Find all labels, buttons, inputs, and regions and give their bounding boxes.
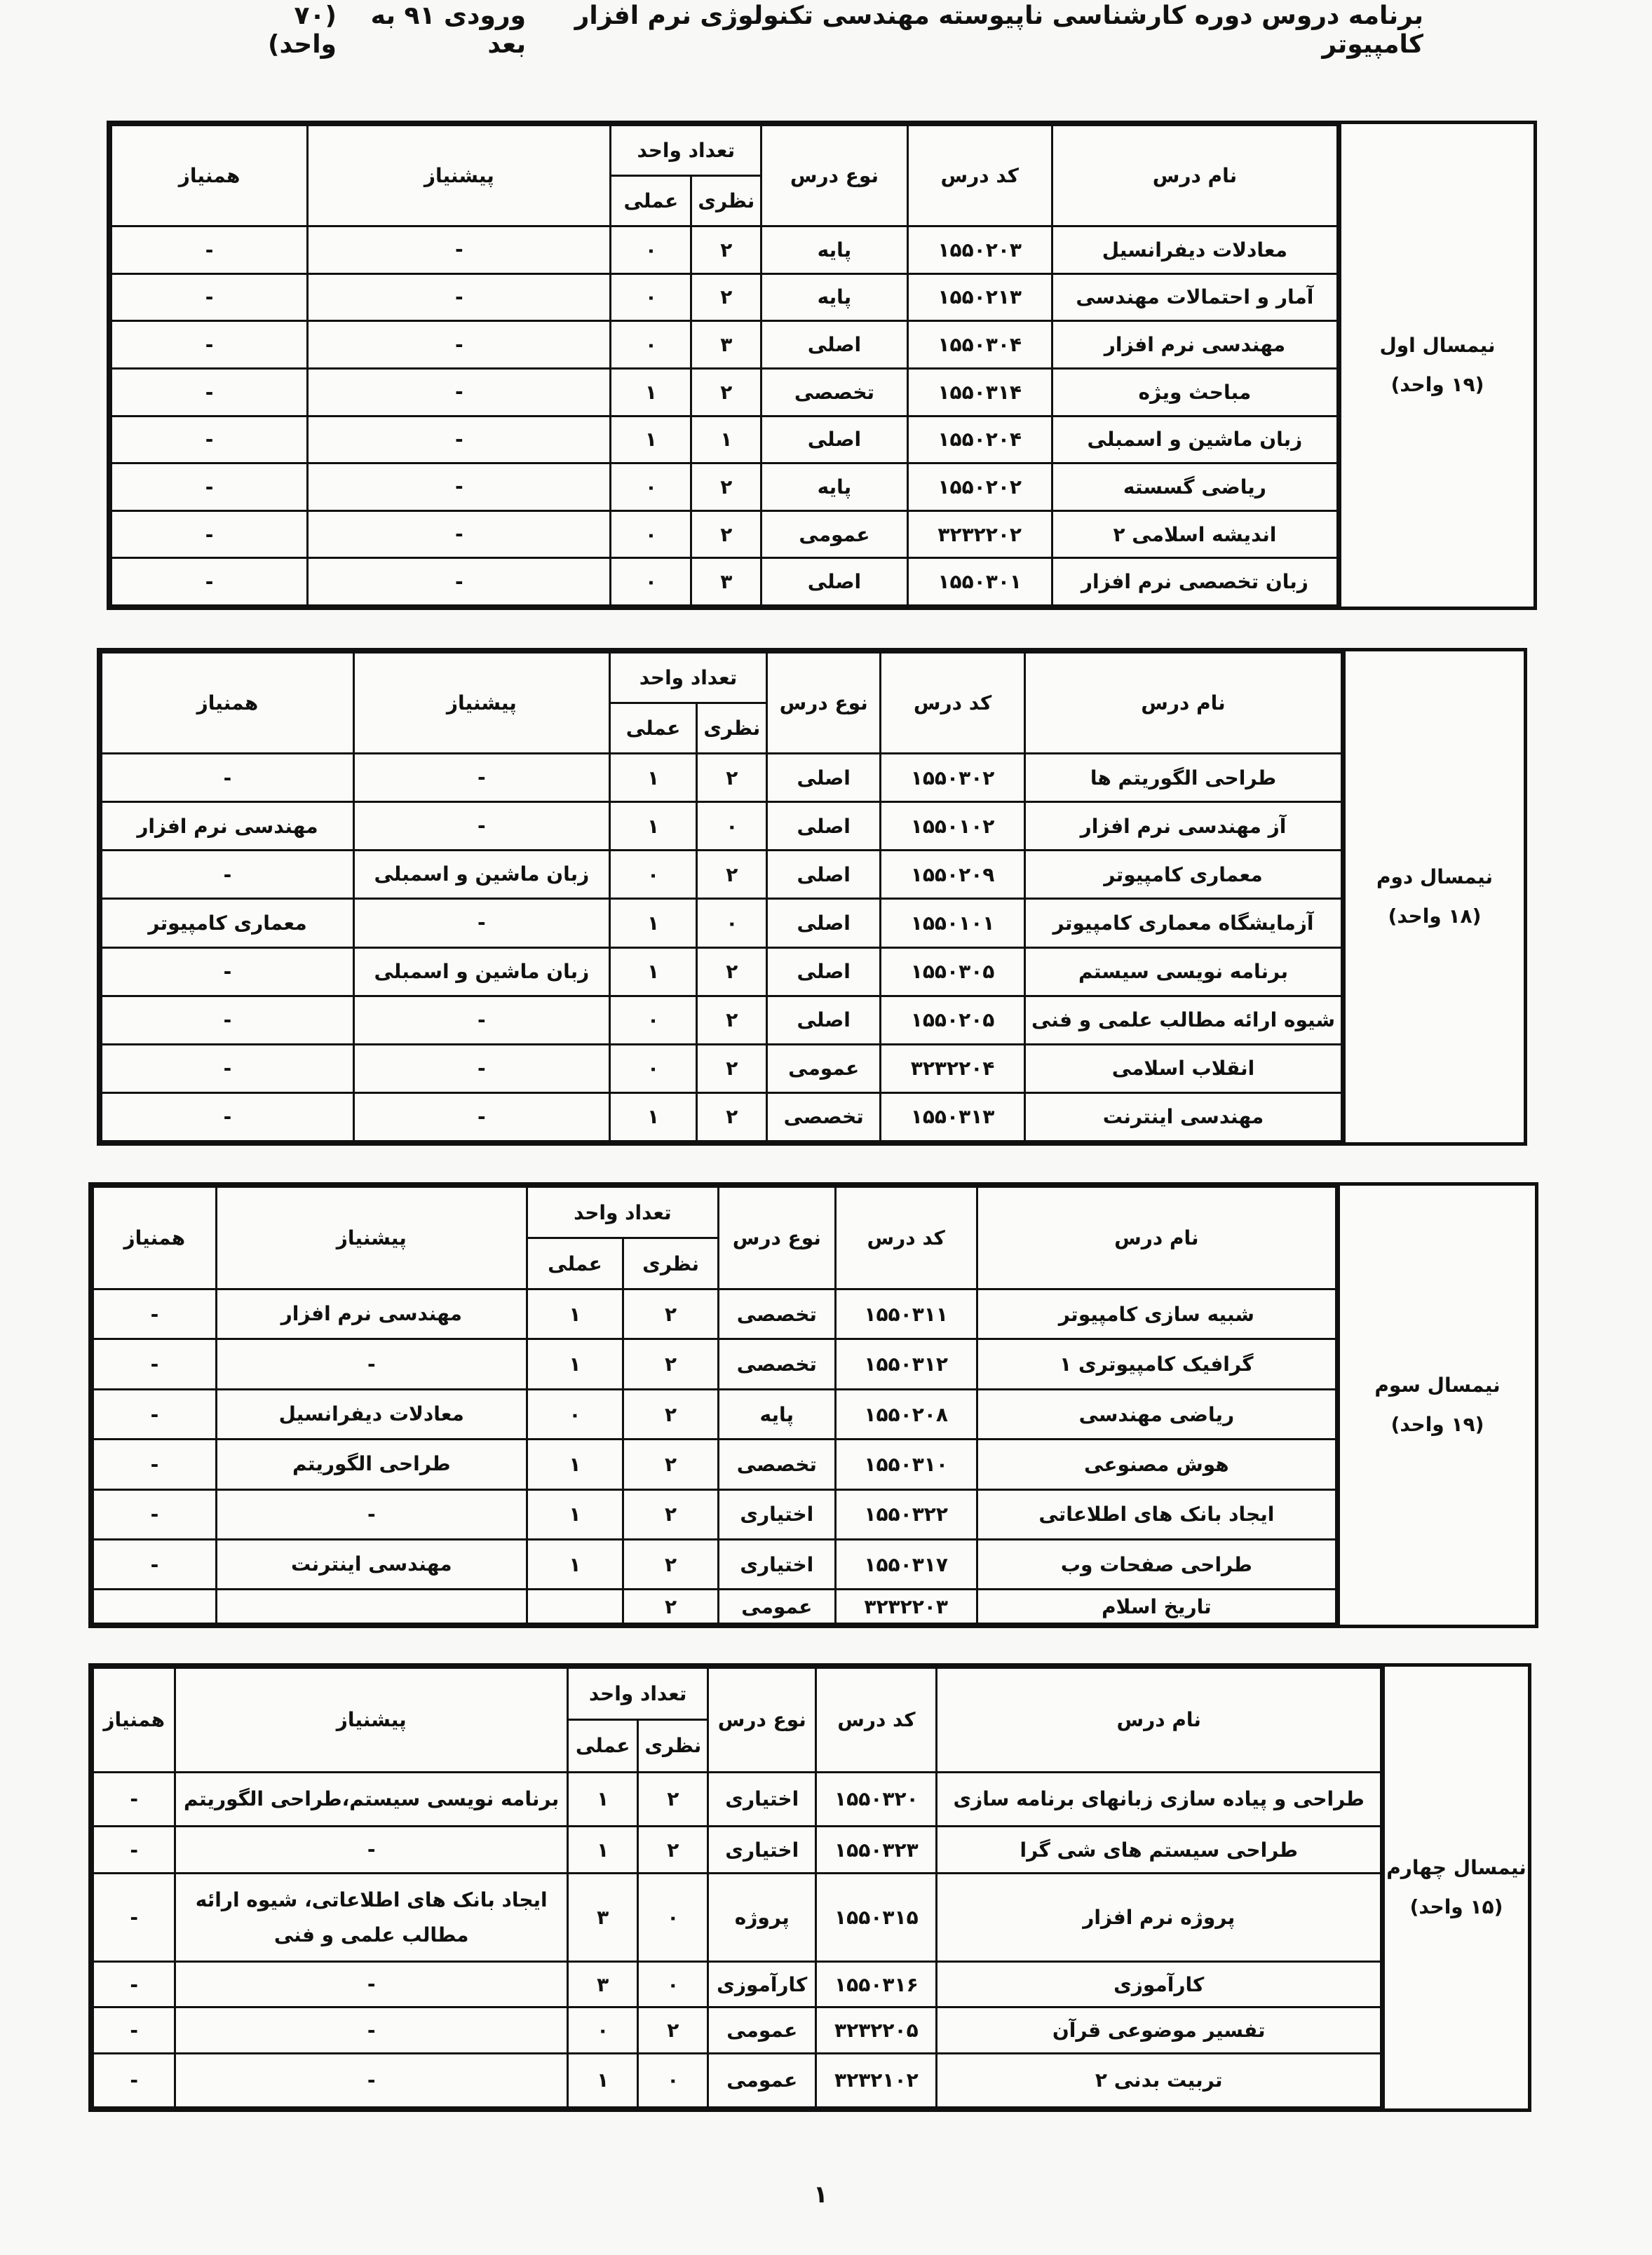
corequisite: - xyxy=(111,510,308,558)
practical-units: ۰ xyxy=(611,273,691,321)
course-code: ۱۵۵۰۲۰۳ xyxy=(907,226,1052,274)
course-code: ۱۵۵۰۳۲۲ xyxy=(835,1489,977,1539)
course-type: اصلی xyxy=(767,947,881,996)
prerequisite: - xyxy=(308,368,611,416)
course-code: ۱۵۵۰۲۰۵ xyxy=(881,996,1025,1044)
prerequisite: - xyxy=(308,558,611,606)
theory-units: ۰ xyxy=(697,802,767,851)
table-row xyxy=(93,1440,1336,1489)
prerequisite: طراحی الگوریتم xyxy=(216,1440,527,1489)
table-row xyxy=(93,1874,1381,1962)
theory-units: ۲ xyxy=(691,226,761,274)
course-code: ۳۲۳۲۲۰۳ xyxy=(835,1590,977,1624)
practical-units: ۱ xyxy=(568,1772,638,1826)
theory-units: ۲ xyxy=(623,1389,719,1439)
corequisite: - xyxy=(93,1962,175,2007)
course-type: اصلی xyxy=(761,558,907,606)
header-prerequisite: پیشنیاز xyxy=(353,653,609,754)
theory-units: ۰ xyxy=(638,2053,708,2107)
page-title xyxy=(224,1,1423,59)
theory-units: ۲ xyxy=(623,1289,719,1339)
semester-table xyxy=(97,648,1527,1146)
course-table xyxy=(110,124,1339,607)
practical-units: ۱ xyxy=(568,1826,638,1873)
semester-units: (۱۵ واحد) xyxy=(1409,1895,1503,1918)
corequisite: - xyxy=(111,321,308,369)
course-type: پایه xyxy=(761,226,907,274)
corequisite: - xyxy=(111,273,308,321)
theory-units: ۲ xyxy=(691,368,761,416)
prerequisite: معادلات دیفرانسیل xyxy=(216,1389,527,1439)
table-row xyxy=(102,1044,1342,1092)
course-name: کارآموزی xyxy=(937,1962,1381,2007)
header-course-name: نام درس xyxy=(977,1187,1336,1289)
corequisite: - xyxy=(102,996,354,1044)
prerequisite: زبان ماشین و اسمبلی xyxy=(353,851,609,899)
practical-units: ۱ xyxy=(609,754,697,802)
course-code: ۱۵۵۰۳۲۰ xyxy=(816,1772,937,1826)
prerequisite: - xyxy=(175,1962,568,2007)
course-name: ریاضی مهندسی xyxy=(977,1389,1336,1439)
course-type: تخصصی xyxy=(718,1339,835,1389)
header-prerequisite: پیشنیاز xyxy=(175,1668,568,1773)
prerequisite: - xyxy=(353,996,609,1044)
course-code: ۱۵۵۰۱۰۱ xyxy=(881,899,1025,947)
course-name: طراحی و پیاده سازی زبانهای برنامه سازی xyxy=(937,1772,1381,1826)
course-code: ۱۵۵۰۲۰۴ xyxy=(907,416,1052,463)
corequisite: - xyxy=(93,1826,175,1873)
header-corequisite: همنیاز xyxy=(93,1187,217,1289)
semester-name: نیمسال دوم xyxy=(1376,865,1494,888)
course-name: پروژه نرم افزار xyxy=(937,1874,1381,1962)
course-type: اصلی xyxy=(767,996,881,1044)
corequisite: - xyxy=(102,754,354,802)
corequisite: - xyxy=(102,1044,354,1092)
prerequisite: - xyxy=(175,2053,568,2107)
practical-units xyxy=(527,1590,623,1624)
course-type: عمومی xyxy=(708,2053,816,2107)
header-theory: نظری xyxy=(691,176,761,226)
course-type: عمومی xyxy=(767,1044,881,1092)
course-code: ۱۵۵۰۳۱۷ xyxy=(835,1540,977,1590)
course-code: ۱۵۵۰۳۱۱ xyxy=(835,1289,977,1339)
course-code: ۱۵۵۰۳۰۵ xyxy=(881,947,1025,996)
prerequisite: زبان ماشین و اسمبلی xyxy=(353,947,609,996)
theory-units: ۲ xyxy=(638,1826,708,1873)
course-code: ۱۵۵۰۳۱۵ xyxy=(816,1874,937,1962)
table-row xyxy=(93,2053,1381,2107)
course-type: تخصصی xyxy=(718,1440,835,1489)
theory-units: ۲ xyxy=(697,851,767,899)
table-row xyxy=(102,851,1342,899)
prerequisite xyxy=(216,1590,527,1624)
corequisite: - xyxy=(93,1772,175,1826)
table-row xyxy=(93,1540,1336,1590)
course-type: اختیاری xyxy=(718,1540,835,1590)
course-type: اختیاری xyxy=(708,1826,816,1873)
practical-units: ۳ xyxy=(568,1874,638,1962)
course-name: مهندسی نرم افزار xyxy=(1052,321,1337,369)
course-type: پایه xyxy=(761,463,907,511)
table-row xyxy=(93,1590,1336,1624)
table-row xyxy=(102,996,1342,1044)
prerequisite: - xyxy=(308,226,611,274)
theory-units: ۲ xyxy=(623,1339,719,1389)
theory-units: ۲ xyxy=(697,996,767,1044)
semester-units: (۱۹ واحد) xyxy=(1390,1413,1484,1436)
semester-label xyxy=(1382,1667,1528,2108)
practical-units: ۱ xyxy=(609,802,697,851)
table-row xyxy=(102,947,1342,996)
course-code: ۳۲۳۲۲۰۵ xyxy=(816,2007,937,2053)
prerequisite: مهندسی نرم افزار xyxy=(216,1289,527,1339)
theory-units: ۲ xyxy=(623,1540,719,1590)
course-type: اصلی xyxy=(761,416,907,463)
table-row xyxy=(93,1389,1336,1439)
total-units: (۷۰ واحد) xyxy=(268,1,337,59)
header-course-type: نوع درس xyxy=(761,126,907,226)
header-unit-count: تعداد واحد xyxy=(611,126,761,176)
prerequisite: - xyxy=(175,2007,568,2053)
course-code: ۱۵۵۰۳۱۲ xyxy=(835,1339,977,1389)
header-course-type: نوع درس xyxy=(708,1668,816,1773)
course-name: هوش مصنوعی xyxy=(977,1440,1336,1489)
header-course-code: کد درس xyxy=(907,126,1052,226)
table-row xyxy=(93,1339,1336,1389)
course-type: اصلی xyxy=(767,899,881,947)
course-type: پروژه xyxy=(708,1874,816,1962)
corequisite: - xyxy=(93,1440,217,1489)
prerequisite: - xyxy=(308,510,611,558)
course-name: انقلاب اسلامی xyxy=(1024,1044,1341,1092)
course-code: ۳۲۳۲۲۰۲ xyxy=(907,510,1052,558)
practical-units: ۰ xyxy=(611,510,691,558)
corequisite: - xyxy=(93,2007,175,2053)
theory-units: ۲ xyxy=(691,463,761,511)
corequisite: - xyxy=(93,1874,175,1962)
corequisite: - xyxy=(93,1339,217,1389)
header-practical: عملی xyxy=(527,1238,623,1289)
table-row xyxy=(93,1289,1336,1339)
theory-units: ۲ xyxy=(697,1044,767,1092)
corequisite: - xyxy=(93,1389,217,1439)
table-row xyxy=(111,558,1338,606)
prerequisite: - xyxy=(353,802,609,851)
practical-units: ۱ xyxy=(527,1540,623,1590)
header-course-name: نام درس xyxy=(937,1668,1381,1773)
table-row xyxy=(111,321,1338,369)
course-type: عمومی xyxy=(718,1590,835,1624)
table-row xyxy=(111,226,1338,274)
theory-units: ۲ xyxy=(638,2007,708,2053)
header-unit-count: تعداد واحد xyxy=(527,1187,718,1238)
table-row xyxy=(102,802,1342,851)
theory-units: ۲ xyxy=(697,754,767,802)
prerequisite: - xyxy=(216,1489,527,1539)
theory-units: ۲ xyxy=(638,1772,708,1826)
practical-units: ۱ xyxy=(609,1092,697,1141)
program-title: برنامه دروس دوره کارشناسی ناپیوسته مهندسی تکنولوژی نرم افزار کامپیوتر xyxy=(574,1,1423,59)
course-name: گرافیک کامپیوتری ۱ xyxy=(977,1339,1336,1389)
course-code: ۱۵۵۰۳۱۰ xyxy=(835,1440,977,1489)
course-name: آزمایشگاه معماری کامپیوتر xyxy=(1024,899,1341,947)
course-type: اصلی xyxy=(767,754,881,802)
header-course-code: کد درس xyxy=(816,1668,937,1773)
table-row xyxy=(111,463,1338,511)
header-course-type: نوع درس xyxy=(767,653,881,754)
theory-units: ۲ xyxy=(691,273,761,321)
course-name: آز مهندسی نرم افزار xyxy=(1024,802,1341,851)
practical-units: ۰ xyxy=(611,558,691,606)
prerequisite: - xyxy=(353,1044,609,1092)
table-row xyxy=(93,1962,1381,2007)
course-name: تاریخ اسلام xyxy=(977,1590,1336,1624)
course-name: تربیت بدنی ۲ xyxy=(937,2053,1381,2107)
header-theory: نظری xyxy=(697,703,767,754)
theory-units: ۳ xyxy=(691,321,761,369)
table-row xyxy=(93,1489,1336,1539)
course-name: آمار و احتمالات مهندسی xyxy=(1052,273,1337,321)
corequisite: - xyxy=(111,463,308,511)
practical-units: ۱ xyxy=(527,1339,623,1389)
prerequisite: - xyxy=(308,321,611,369)
course-code: ۳۲۳۲۲۰۴ xyxy=(881,1044,1025,1092)
semester-name: نیمسال چهارم xyxy=(1386,1856,1526,1879)
course-name: ایجاد بانک های اطلاعاتی xyxy=(977,1489,1336,1539)
semester-name: نیمسال اول xyxy=(1379,334,1496,357)
header-corequisite: همنیاز xyxy=(111,126,308,226)
semester-table xyxy=(88,1182,1538,1628)
theory-units: ۰ xyxy=(638,1874,708,1962)
prerequisite: - xyxy=(353,899,609,947)
course-type: تخصصی xyxy=(767,1092,881,1141)
course-table xyxy=(100,651,1343,1142)
course-type: تخصصی xyxy=(718,1289,835,1339)
course-type: عمومی xyxy=(708,2007,816,2053)
practical-units: ۰ xyxy=(611,321,691,369)
course-name: شیوه ارائه مطالب علمی و فنی xyxy=(1024,996,1341,1044)
theory-units: ۲ xyxy=(691,510,761,558)
course-name: مباحث ویژه xyxy=(1052,368,1337,416)
prerequisite: - xyxy=(353,1092,609,1141)
course-code: ۱۵۵۰۲۰۲ xyxy=(907,463,1052,511)
table-row xyxy=(111,368,1338,416)
course-code: ۱۵۵۰۳۱۴ xyxy=(907,368,1052,416)
course-name: تفسیر موضوعی قرآن xyxy=(937,2007,1381,2053)
corequisite: - xyxy=(102,947,354,996)
course-type: پایه xyxy=(761,273,907,321)
course-code: ۱۵۵۰۳۰۴ xyxy=(907,321,1052,369)
table-row xyxy=(102,1092,1342,1141)
corequisite: - xyxy=(111,558,308,606)
course-name: برنامه نویسی سیستم xyxy=(1024,947,1341,996)
course-name: زبان ماشین و اسمبلی xyxy=(1052,416,1337,463)
corequisite: - xyxy=(93,2053,175,2107)
course-name: طراحی صفحات وب xyxy=(977,1540,1336,1590)
semester-label xyxy=(1339,124,1533,607)
theory-units: ۲ xyxy=(623,1590,719,1624)
practical-units: ۱ xyxy=(527,1440,623,1489)
practical-units: ۱ xyxy=(527,1289,623,1339)
practical-units: ۰ xyxy=(609,1044,697,1092)
course-code: ۱۵۵۰۳۰۲ xyxy=(881,754,1025,802)
semester-units: (۱۸ واحد) xyxy=(1388,905,1482,928)
header-practical: عملی xyxy=(609,703,697,754)
course-type: اختیاری xyxy=(718,1489,835,1539)
header-course-name: نام درس xyxy=(1052,126,1337,226)
table-row xyxy=(93,1772,1381,1826)
table-row xyxy=(111,510,1338,558)
course-code: ۱۵۵۰۲۰۹ xyxy=(881,851,1025,899)
prerequisite: برنامه نویسی سیستم،طراحی الگوریتم xyxy=(175,1772,568,1826)
course-name: اندیشه اسلامی ۲ xyxy=(1052,510,1337,558)
semester-label xyxy=(1337,1186,1535,1625)
prerequisite: - xyxy=(216,1339,527,1389)
theory-units: ۲ xyxy=(623,1440,719,1489)
course-name: مهندسی اینترنت xyxy=(1024,1092,1341,1141)
practical-units: ۰ xyxy=(609,851,697,899)
practical-units: ۱ xyxy=(611,368,691,416)
theory-units: ۰ xyxy=(638,1962,708,2007)
corequisite: - xyxy=(111,416,308,463)
theory-units: ۰ xyxy=(697,899,767,947)
course-type: کارآموزی xyxy=(708,1962,816,2007)
course-type: اختیاری xyxy=(708,1772,816,1826)
course-code: ۱۵۵۰۳۱۳ xyxy=(881,1092,1025,1141)
prerequisite: - xyxy=(308,273,611,321)
corequisite: - xyxy=(111,226,308,274)
table-row xyxy=(102,899,1342,947)
corequisite: - xyxy=(93,1489,217,1539)
theory-units: ۲ xyxy=(697,947,767,996)
course-code: ۱۵۵۰۲۰۸ xyxy=(835,1389,977,1439)
course-name: ریاضی گسسته xyxy=(1052,463,1337,511)
table-row xyxy=(93,2007,1381,2053)
semester-table xyxy=(107,121,1537,610)
course-table xyxy=(92,1186,1337,1625)
prerequisite: - xyxy=(308,463,611,511)
table-row xyxy=(102,754,1342,802)
theory-units: ۲ xyxy=(623,1489,719,1539)
practical-units: ۱ xyxy=(609,947,697,996)
course-code: ۱۵۵۰۲۱۳ xyxy=(907,273,1052,321)
header-corequisite: همنیاز xyxy=(93,1668,175,1773)
prerequisite: - xyxy=(353,754,609,802)
course-name: معماری کامپیوتر xyxy=(1024,851,1341,899)
corequisite: - xyxy=(93,1540,217,1590)
practical-units: ۱ xyxy=(609,899,697,947)
corequisite: - xyxy=(111,368,308,416)
semester-units: (۱۹ واحد) xyxy=(1390,373,1484,396)
course-code: ۱۵۵۰۳۱۶ xyxy=(816,1962,937,2007)
course-table xyxy=(92,1667,1382,2108)
course-name: طراحی سیستم های شی گرا xyxy=(937,1826,1381,1873)
practical-units: ۱ xyxy=(527,1489,623,1539)
prerequisite: - xyxy=(175,1826,568,1873)
table-row xyxy=(111,416,1338,463)
practical-units: ۳ xyxy=(568,1962,638,2007)
theory-units: ۲ xyxy=(697,1092,767,1141)
practical-units: ۱ xyxy=(568,2053,638,2107)
header-practical: عملی xyxy=(611,176,691,226)
semester-name: نیمسال سوم xyxy=(1374,1374,1501,1397)
corequisite: معماری کامپیوتر xyxy=(102,899,354,947)
header-course-type: نوع درس xyxy=(718,1187,835,1289)
practical-units: ۰ xyxy=(611,226,691,274)
header-corequisite: همنیاز xyxy=(102,653,354,754)
prerequisite: - xyxy=(308,416,611,463)
page-number: ۱ xyxy=(813,2181,828,2209)
header-theory: نظری xyxy=(638,1720,708,1772)
corequisite xyxy=(93,1590,217,1624)
course-name: طراحی الگوریتم ها xyxy=(1024,754,1341,802)
course-name: زبان تخصصی نرم افزار xyxy=(1052,558,1337,606)
semester-table xyxy=(88,1663,1531,2112)
course-code: ۱۵۵۰۳۲۳ xyxy=(816,1826,937,1873)
theory-units: ۳ xyxy=(691,558,761,606)
table-row xyxy=(111,273,1338,321)
practical-units: ۱ xyxy=(611,416,691,463)
header-prerequisite: پیشنیاز xyxy=(216,1187,527,1289)
course-code: ۳۲۳۲۱۰۲ xyxy=(816,2053,937,2107)
course-type: پایه xyxy=(718,1389,835,1439)
course-type: عمومی xyxy=(761,510,907,558)
theory-units: ۱ xyxy=(691,416,761,463)
course-code: ۱۵۵۰۳۰۱ xyxy=(907,558,1052,606)
course-type: تخصصی xyxy=(761,368,907,416)
header-unit-count: تعداد واحد xyxy=(609,653,766,703)
course-name: شبیه سازی کامپیوتر xyxy=(977,1289,1336,1339)
header-prerequisite: پیشنیاز xyxy=(308,126,611,226)
header-course-code: کد درس xyxy=(881,653,1025,754)
corequisite: - xyxy=(102,1092,354,1141)
header-unit-count: تعداد واحد xyxy=(568,1668,708,1720)
prerequisite: مهندسی اینترنت xyxy=(216,1540,527,1590)
prerequisite: ایجاد بانک های اطلاعاتی، شیوه ارائه مطالب علمی و فنی xyxy=(175,1874,568,1962)
course-type: اصلی xyxy=(767,851,881,899)
practical-units: ۰ xyxy=(609,996,697,1044)
practical-units: ۰ xyxy=(527,1389,623,1439)
course-code: ۱۵۵۰۱۰۲ xyxy=(881,802,1025,851)
header-course-name: نام درس xyxy=(1024,653,1341,754)
table-row xyxy=(93,1826,1381,1873)
semester-label xyxy=(1343,651,1524,1142)
corequisite: - xyxy=(93,1289,217,1339)
course-type: اصلی xyxy=(767,802,881,851)
header-course-code: کد درس xyxy=(835,1187,977,1289)
course-type: اصلی xyxy=(761,321,907,369)
practical-units: ۰ xyxy=(568,2007,638,2053)
entry-year: ورودی ۹۱ به بعد xyxy=(370,1,526,59)
course-name: معادلات دیفرانسیل xyxy=(1052,226,1337,274)
corequisite: - xyxy=(102,851,354,899)
practical-units: ۰ xyxy=(611,463,691,511)
header-theory: نظری xyxy=(623,1238,719,1289)
header-practical: عملی xyxy=(568,1720,638,1772)
corequisite: مهندسی نرم افزار xyxy=(102,802,354,851)
